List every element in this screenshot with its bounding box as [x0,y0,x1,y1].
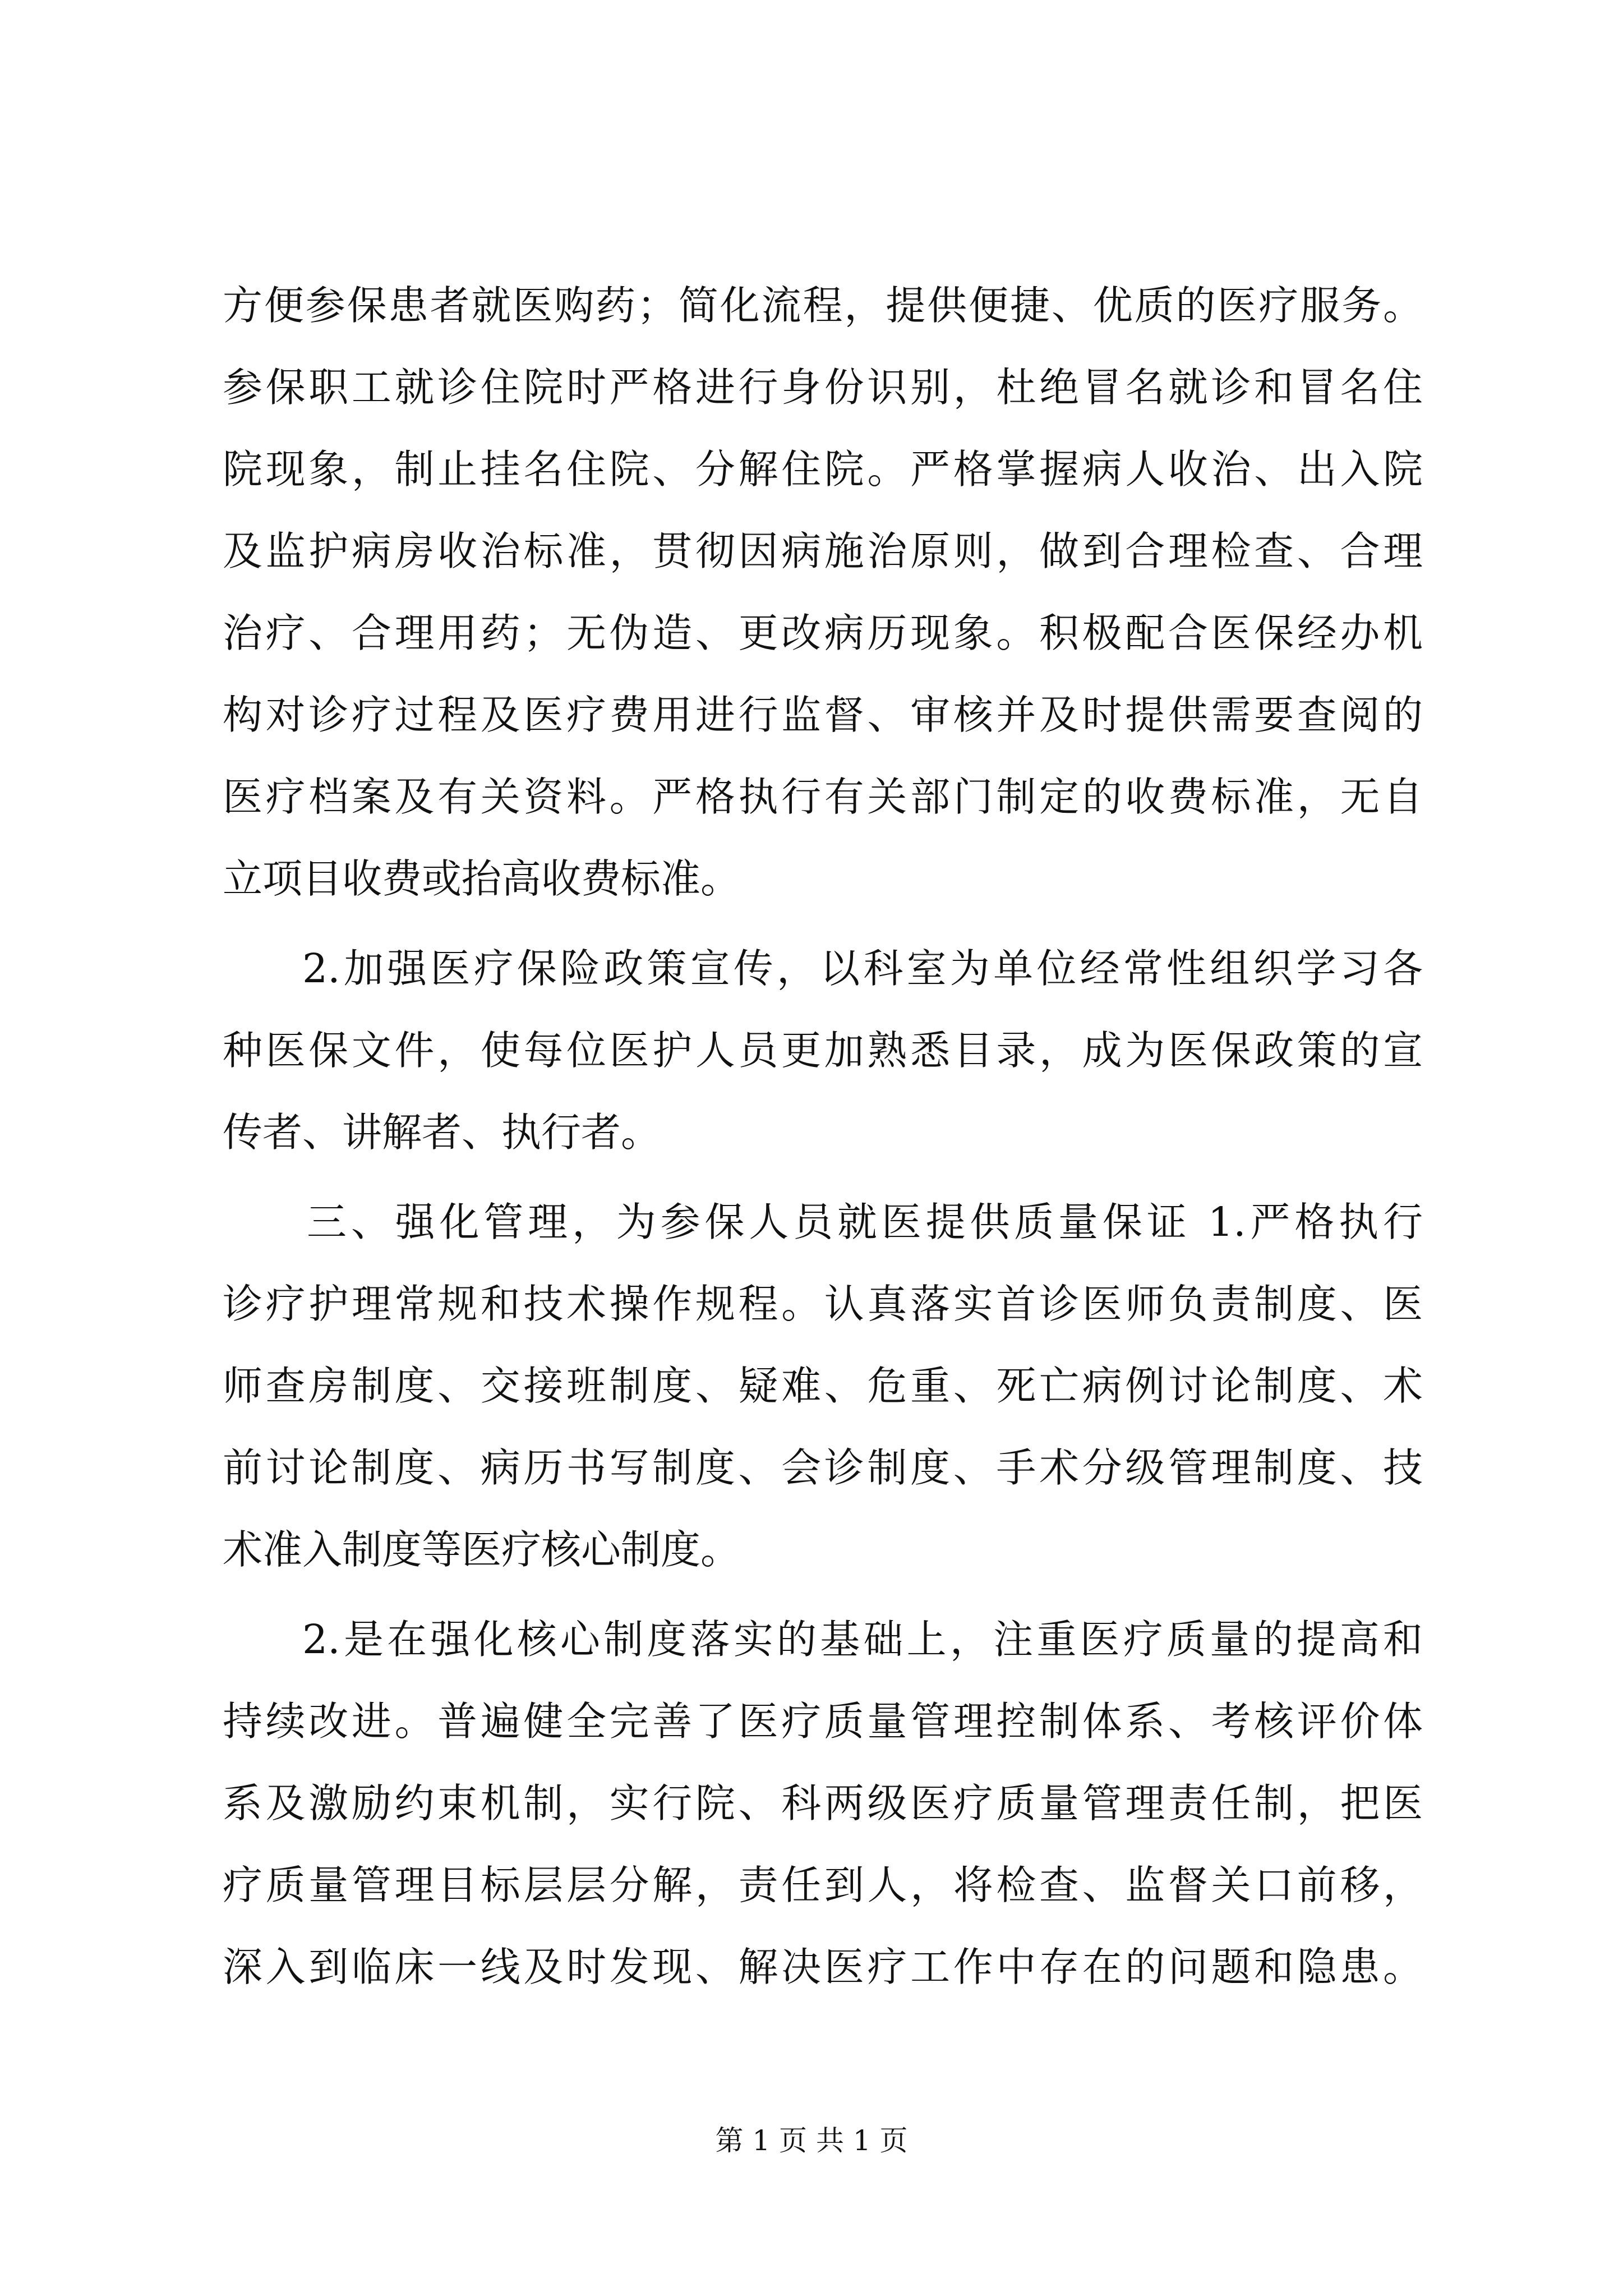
text-line: 治疗、合理用药；无伪造、更改病历现象。积极配合医保经办机 [223,610,1423,656]
text-line: 深入到临床一线及时发现、解决医疗工作中存在的问题和隐患。 [223,1944,1423,1990]
text-line: 方便参保患者就医购药；简化流程，提供便捷、优质的医疗服务。 [223,282,1423,329]
text-line: 医疗档案及有关资料。严格执行有关部门制定的收费标准，无自 [223,774,1423,820]
text-line: 前讨论制度、病历书写制度、会诊制度、手术分级管理制度、技 [223,1444,1423,1491]
text-line: 种医保文件，使每位医护人员更加熟悉目录，成为医保政策的宣 [223,1027,1423,1074]
text-line: 立项目收费或抬高收费标准。 [223,855,741,902]
text-line: 及监护病房收治标准，贯彻因病施治原则，做到合理检查、合理 [223,528,1423,574]
text-line: 参保职工就诊住院时严格进行身份识别，杜绝冒名就诊和冒名住 [223,364,1423,411]
text-line: 三、强化管理，为参保人员就医提供质量保证 1.严格执行 [307,1199,1423,1245]
text-line: 疗质量管理目标层层分解，责任到人，将检查、监督关口前移， [223,1862,1423,1908]
text-line: 院现象，制止挂名住院、分解住院。严格掌握病人收治、出入院 [223,446,1423,493]
page-number-footer: 第 1 页 共 1 页 [715,2124,908,2157]
text-line: 诊疗护理常规和技术操作规程。认真落实首诊医师负责制度、医 [223,1281,1423,1327]
text-line: 系及激励约束机制，实行院、科两级医疗质量管理责任制，把医 [223,1780,1423,1826]
text-line: 传者、讲解者、执行者。 [223,1109,661,1156]
text-line: 师查房制度、交接班制度、疑难、危重、死亡病例讨论制度、术 [223,1363,1423,1409]
document-body [223,265,1423,2008]
text-line: 2.加强医疗保险政策宣传，以科室为单位经常性组织学习各 [302,945,1423,992]
text-line: 持续改进。普遍健全完善了医疗质量管理控制体系、考核评价体 [223,1698,1423,1745]
text-line: 2.是在强化核心制度落实的基础上，注重医疗质量的提高和 [302,1616,1423,1663]
text-line: 构对诊疗过程及医疗费用进行监督、审核并及时提供需要查阅的 [223,692,1423,738]
text-line: 术准入制度等医疗核心制度。 [223,1526,741,1573]
paragraph-gap [223,920,1423,928]
paragraph-gap [223,1591,1423,1599]
paragraph-gap [223,1174,1423,1181]
